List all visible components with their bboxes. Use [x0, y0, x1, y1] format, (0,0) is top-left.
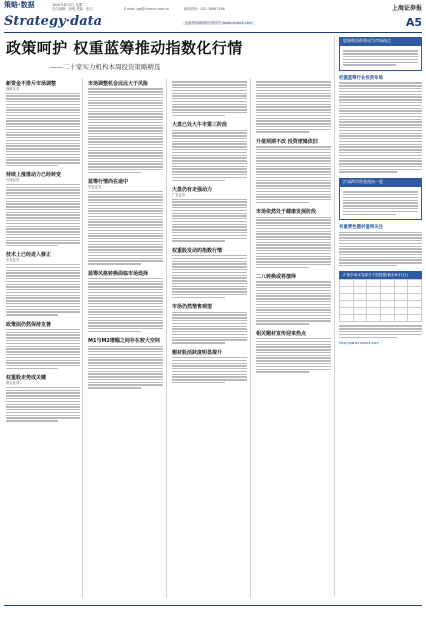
highlight-box	[339, 45, 422, 71]
column-3	[172, 80, 247, 385]
article-author: 华泰证券	[88, 185, 102, 190]
bottom-rule	[4, 605, 422, 606]
article-title: M1与M2增幅之间存在较大空间	[88, 338, 160, 345]
footer-url[interactable]: http://www.cnstock.com	[339, 340, 379, 345]
headline-block	[6, 37, 330, 71]
page-number: A5	[405, 16, 422, 29]
strategy-title: Strategy·data	[4, 14, 103, 29]
article-title: 二八转换或将演绎	[256, 274, 297, 281]
article-title: 市场依然处于健康发展阶段	[256, 209, 317, 216]
article-title: 权重股走势成关键	[6, 375, 47, 382]
portal-banner: 全系列券商网站行情平台 www.cnstock.com	[182, 21, 255, 25]
article-title: 市场调整机会远远大于风险	[88, 81, 149, 87]
box-header: 沪深两市资金流向一览	[339, 178, 422, 186]
article-author: 广发证券	[172, 193, 186, 197]
main-subhead: ——二十家实力机构本周投资策略精选	[50, 63, 161, 71]
article-title: 技术上已经进入修正	[6, 252, 52, 259]
edit-line: 责任编辑：徐瑞 美编：张洁	[52, 7, 93, 11]
section-title: 把握蓝筹行业投资布局	[339, 76, 383, 82]
column-1	[6, 80, 80, 423]
article-title: 升值预期不改 投资逻辑依旧	[256, 138, 318, 145]
article-author: 联合证券	[6, 381, 20, 386]
article-title: 题材股活跃度明显提升	[172, 349, 223, 356]
section-title: 有重要性题材值得关注	[339, 225, 383, 231]
article-title: 大盘仍有走强动力	[172, 187, 213, 193]
date-line: 2006年6月2日 星期二	[52, 3, 86, 7]
highlight-box	[339, 186, 422, 220]
masthead	[4, 14, 422, 33]
column-4	[256, 80, 331, 374]
article-title: 市场仍然惜售观望	[172, 304, 213, 311]
column-divider	[334, 36, 335, 596]
stock-table	[339, 279, 422, 322]
hotline: 新闻热线：021-38967296	[184, 7, 225, 11]
article-title: 新资金不排斥市场调整	[6, 81, 57, 87]
article-title: 相关题材宣传迎来热点	[256, 330, 307, 337]
email-line: E-mail: gaj@xinmin.com.cn	[124, 7, 170, 11]
article-title: 权重股发动的指数行情	[172, 247, 223, 254]
column-divider	[82, 78, 83, 598]
main-headline: 政策呵护 权重蓝筹推动指数化行情	[6, 39, 243, 57]
right-column	[339, 37, 422, 345]
article-title: 蓝筹风格转换面临市场选择	[88, 270, 149, 277]
table-header: 沪深市场本周部分个股数据(截至6月1日)	[339, 271, 422, 279]
column-divider	[250, 78, 251, 598]
box-header: 股指期货即将成为市场热点	[339, 37, 422, 45]
column-2	[88, 80, 163, 390]
newspaper-logo: 上海证券报	[391, 5, 422, 12]
column-divider	[166, 78, 167, 598]
article-author: 长城证券	[6, 178, 20, 183]
article-title: 持续上涨推动力已经转变	[6, 172, 62, 179]
article-title: 大盘已处大牛市第三阶段	[172, 122, 228, 129]
section-name: 策略·数据	[4, 1, 35, 9]
article-title: 蓝筹行情尚在途中	[88, 179, 129, 186]
article-author: 湘财证券	[6, 87, 20, 91]
article-author: 东吴证券	[6, 258, 20, 263]
article-title: 政策面仍然保持友善	[6, 321, 52, 328]
